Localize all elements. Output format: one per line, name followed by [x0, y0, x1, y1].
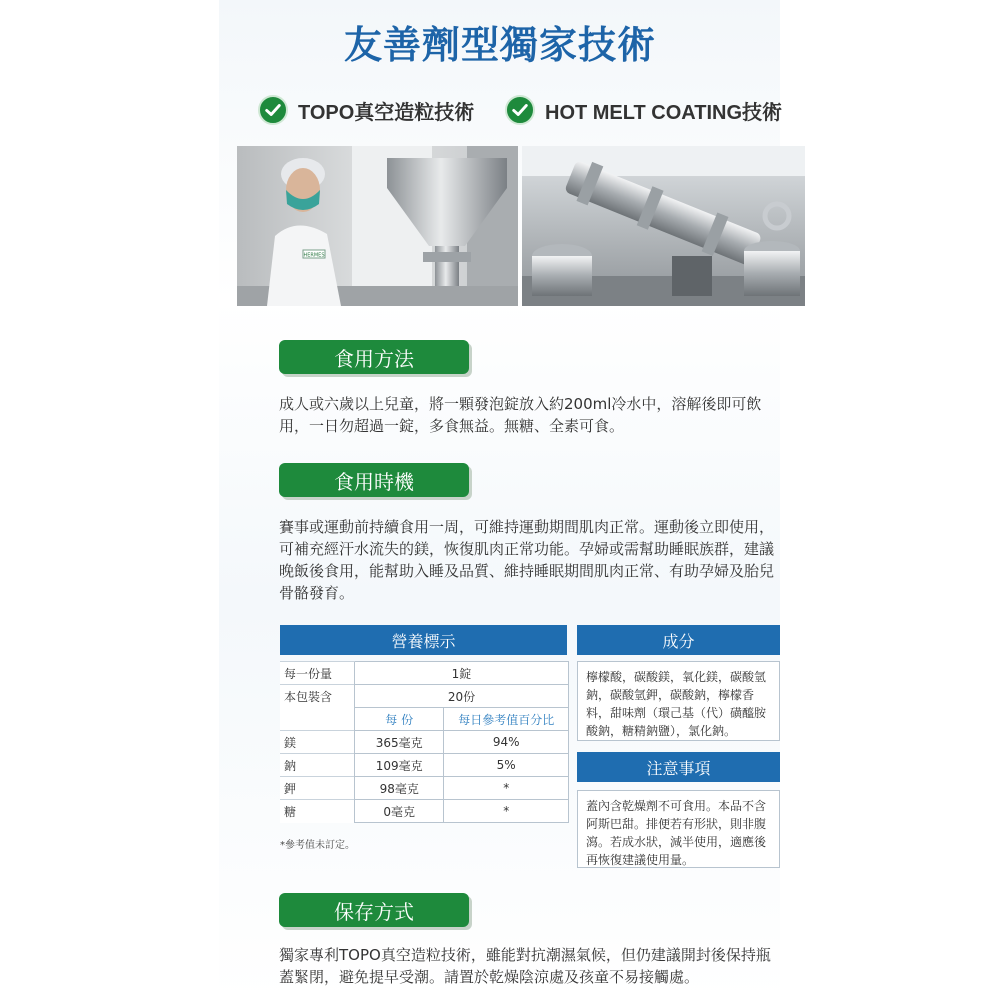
nutrient-amount: 109毫克 [355, 754, 444, 777]
notes-text: 蓋內含乾燥劑不可食用。本品不含阿斯巴甜。排便若有形狀，則非腹瀉。若成水狀，減半使用，適應後再恢復建議使用量。 [577, 790, 780, 868]
timing-heading: 食用時機 [279, 463, 469, 497]
table-row [280, 800, 569, 823]
nutrient-dv: 94% [444, 731, 569, 754]
table-row [280, 662, 569, 685]
nutrient-dv: * [444, 800, 569, 823]
nutrient-name: 鉀 [280, 777, 355, 800]
nutrient-amount: 98毫克 [355, 777, 444, 800]
nutrition-table [280, 661, 569, 823]
nutrient-amount: 0毫克 [355, 800, 444, 823]
nutrient-dv: * [444, 777, 569, 800]
usage-text: 成人或六歲以上兒童，將一顆發泡錠放入約200ml冷水中，溶解後即可飲用，一日勿超過一錠，多食無益。無糖、全素可食。 [279, 395, 762, 435]
ingredients-text: 檸檬酸，碳酸鎂，氧化鎂，碳酸氫鈉，碳酸氫鉀，碳酸鈉，檸檬香料，甜味劑（環己基（代）磺醯胺酸鈉，糖精鈉鹽），氯化鈉。 [577, 661, 780, 741]
tech-item-hotmelt [505, 94, 782, 126]
nutrient-amount: 365毫克 [355, 731, 444, 754]
notes-heading: 注意事項 [577, 752, 780, 782]
nutrient-name: 鎂 [280, 731, 355, 754]
coat-label: HERMES [303, 252, 325, 259]
factory-photo-worker [237, 146, 518, 306]
tech-item-topo [258, 94, 474, 126]
factory-photo-machine [522, 146, 805, 306]
nutrition-heading: 營養標示 [280, 625, 567, 655]
check-icon [258, 95, 288, 125]
nutrition-footnote: *參考值未訂定。 [280, 840, 355, 851]
ingredients-heading: 成分 [577, 625, 780, 655]
table-row [280, 777, 569, 800]
serving-label: 每一份量 [280, 662, 355, 685]
nutrient-dv: 5% [444, 754, 569, 777]
serving-value: 1錠 [355, 662, 569, 685]
storage-text: 獨家專利TOPO真空造粒技術，雖能對抗潮濕氣候，但仍建議開封後保持瓶蓋緊閉，避免提早受潮。請置於乾燥陰涼處及孩童不易接觸處。 [279, 946, 771, 986]
col-daily-value: 每日參考值百分比 [444, 708, 569, 731]
table-row [280, 754, 569, 777]
table-row [280, 708, 569, 731]
usage-heading: 食用方法 [279, 340, 469, 374]
nutrient-name: 鈉 [280, 754, 355, 777]
package-value: 20份 [355, 685, 569, 708]
nutrient-name: 糖 [280, 800, 355, 823]
package-label: 本包裝含 [280, 685, 355, 708]
page-title: 友善劑型獨家技術 [343, 23, 656, 67]
check-icon [505, 95, 535, 125]
table-row [280, 731, 569, 754]
storage-heading: 保存方式 [279, 893, 469, 927]
table-row [280, 685, 569, 708]
tech-label: HOT MELT COATING技術 [545, 101, 783, 124]
tech-label: TOPO真空造粒技術 [298, 101, 475, 124]
timing-text: 賽事或運動前持續食用一周，可維持運動期間肌肉正常。運動後立即使用，可補充經汗水流失的鎂，恢復肌肉正常功能。孕婦或需幫助睡眠族群，建議晚飯後食用，能幫助入睡及品質、維持睡眠期間肌肉正常、有助孕婦及胎兒骨骼發育。 [279, 518, 775, 602]
col-per-serving: 每 份 [355, 708, 444, 731]
